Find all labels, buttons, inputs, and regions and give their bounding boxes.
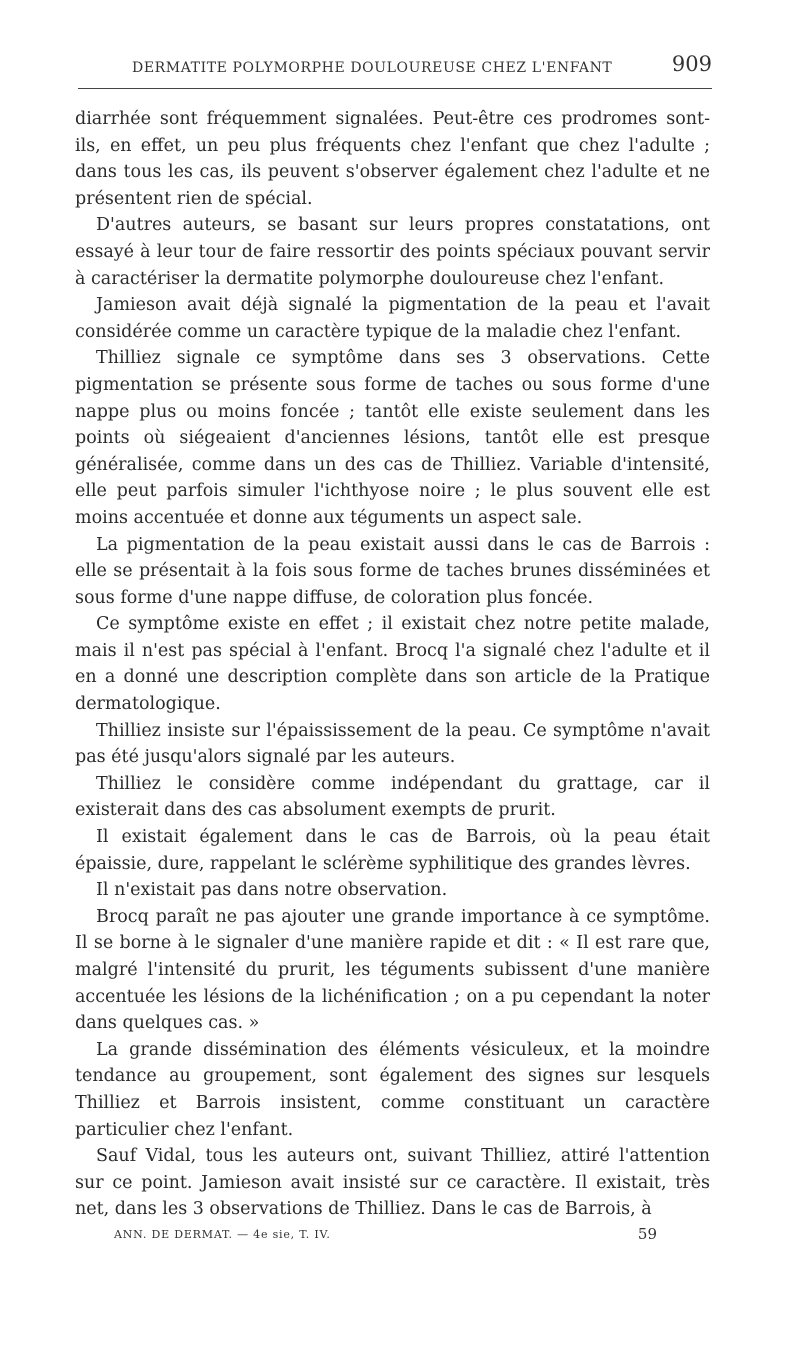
paragraph: Ce symptôme existe en effet ; il existait chez notre petite malade, mais il n'est pas spécial à l'enfant. Brocq l'a signalé chez l'adulte et il en a donné une description complète dans son article de la Pratique dermatologique. [75, 614, 710, 715]
page-footer [114, 1225, 657, 1248]
paragraph: D'autres auteurs, se basant sur leurs propres constatations, ont essayé à leur tour de faire ressortir des points spéciaux pouvant servir à caractériser la dermatite polymorphe douloureuse chez l'enfant. [75, 215, 710, 289]
journal-reference: ANN. DE DERMAT. — 4e sie, T. IV. [114, 1228, 331, 1241]
paragraph: Il n'existait pas dans notre observation. [96, 880, 448, 901]
paragraph: Thilliez signale ce symptôme dans ses 3 observations. Cette pigmentation se présente sous forme de taches ou sous forme d'une nappe plus ou moins foncée ; tantôt elle existe seulement dans les points où siégeaient d'anciennes lésions, tantôt elle est presque généralisée, comme dans un des cas de Thilliez. Variable d'intensité, elle peut parfois simuler l'ichthyose noire ; le plus souvent elle est moins accentuée et donne aux téguments un aspect sale. [75, 348, 710, 528]
paragraph: Thilliez insiste sur l'épaississement de la peau. Ce symptôme n'avait pas été jusqu'alors signalé par les auteurs. [75, 720, 710, 768]
running-title: DERMATITE POLYMORPHE DOULOUREUSE CHEZ L'ENFANT [132, 60, 613, 76]
body-text [75, 106, 710, 1223]
signature-number: 59 [637, 1225, 657, 1243]
paragraph: La grande dissémination des éléments vésiculeux, et la moindre tendance au groupement, sont également des signes sur lesquels Thilliez et Barrois insistent, comme constituant un caractère particulier chez l'enfant. [75, 1039, 710, 1140]
paragraph: Thilliez le considère comme indépendant du grattage, car il existerait dans des cas absolument exempts de prurit. [75, 773, 710, 821]
paragraph: Jamieson avait déjà signalé la pigmentation de la peau et l'avait considérée comme un caractère typique de la maladie chez l'enfant. [75, 295, 710, 342]
paragraph: La pigmentation de la peau existait aussi dans le cas de Barrois : elle se présentait à la fois sous forme de taches brunes disséminées et sous forme d'une nappe diffuse, de coloration plus foncée. [75, 534, 710, 608]
running-head [78, 50, 712, 84]
paragraph: Il existait également dans le cas de Barrois, où la peau était épaissie, dure, rappelant le sclérème syphilitique des grandes lèvres. [75, 827, 710, 874]
header-rule [78, 88, 712, 89]
paragraph: Brocq paraît ne pas ajouter une grande importance à ce symptôme. Il se borne à le signaler d'une manière rapide et dit : « Il est rare que, malgré l'intensité du prurit, les téguments subissent d'une manière accentuée les lésions de la lichénification ; on a pu cependant la noter dans quelques cas. » [75, 906, 710, 1034]
paragraph: diarrhée sont fréquemment signalées. Peut-être ces prodromes sont-ils, en effet, un peu plus fréquents chez l'enfant que chez l'adulte ; dans tous les cas, ils peuvent s'observer également chez l'adulte et ne présentent rien de spécial. [75, 109, 710, 209]
paragraph: Sauf Vidal, tous les auteurs ont, suivant Thilliez, attiré l'attention sur ce point. Jamieson avait insisté sur ce caractère. Il existait, très net, dans les 3 observations de Thilliez. Dans le cas de Barrois, à [75, 1146, 710, 1220]
page-number: 909 [671, 52, 712, 76]
